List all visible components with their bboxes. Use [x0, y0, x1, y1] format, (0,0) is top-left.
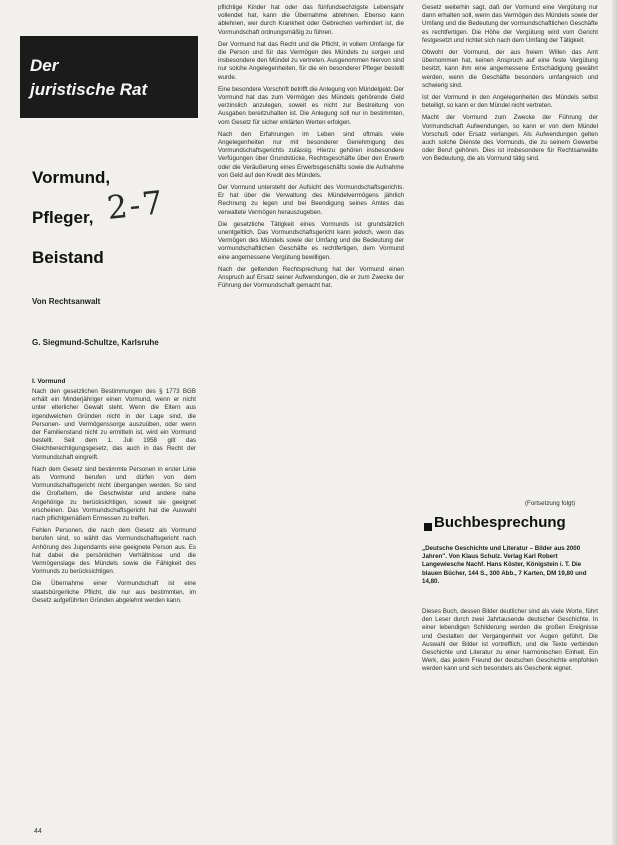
handwritten-annotation: 2-7 [105, 183, 167, 227]
paragraph: Ist der Vormund in den Angelegenheiten des Mündels selbst beteiligt, so kann er den Mündel nicht vertreten. [422, 94, 598, 110]
paragraph: Eine besondere Vorschrift betrifft die Anlegung von Mündelgeld. Der Vormund hat das zum Vermögen des Mündels gehörende Geld verzinslich anzulegen, soweit es nicht zur Bestreitung von Ausgaben bereitzuhalten ist. Die Anlegung soll nur in bestimmten, vom Gesetz für sicher erklärten Werten erfolgen. [218, 85, 404, 126]
paragraph: Obwohl der Vormund, der aus freiem Willen das Amt übernommen hat, keinen Anspruch auf eine feste Vergütung besitzt, kann ihm eine angemessene Entschädigung gewährt werden, wenn die Geschäfte besonders umfangreich und schwierig sind. [422, 49, 598, 89]
paragraph: Nach dem Gesetz sind bestimmte Personen in erster Linie als Vormund berufen und dürfen von dem Vormundschaftsgericht nicht übergangen werden. So sind die Großeltern, die Geschwister und andere nahe Angehörige zu berücksichtigen, soweit sie geeignet erscheinen. Das Vormundschaftsgericht hat die Auswahl nach pflichtgemäßem Ermessen zu treffen. [32, 465, 196, 523]
article-title-line2: Pfleger, [32, 208, 94, 227]
section-heading: I. Vormund [32, 378, 66, 385]
book-review-text [422, 608, 598, 816]
paragraph: Nach den gesetzlichen Bestimmungen des § 1773 BGB erhält ein Minderjähriger einen Vormund, wenn er nicht unter elterlicher Gewalt steht. Wenn die Eltern aus irgendwelchen Gründen nicht in der Lage sind, die Personen- und Vermögenssorge auszuüben, oder wenn der Familienstand nicht zu ermitteln ist, wird ein Vormund bestellt. Seit dem 1. Juli 1958 gilt das Gleichberechtigungsgesetz, das auch in das Recht der Vormundschaft eingreift. [32, 388, 196, 461]
paragraph: Macht der Vormund zum Zwecke der Führung der Vormundschaft Aufwendungen, so kann er von dem Mündel Vorschuß oder Ersatz verlangen. Als Aufwendungen gelten auch solche Dienste des Vormunds, die zu seinem Gewerbe oder Beruf gehören. Dies ist insbesondere für Rechtsanwälte von Bedeutung, die als Vormund tätig sind. [422, 114, 598, 163]
page-number: 44 [34, 828, 42, 835]
article-title-line1: Vormund, [32, 168, 111, 187]
paragraph: Gesetz weiterhin sagt, daß der Vormund eine Vergütung nur dann erhalten soll, wenn das Vermögen des Mündels sowie der Umfang und die Bedeutung der vormundschaftlichen Geschäfte es rechtfertigen. Die Höhe der Vergütung wird vom Gericht festgesetzt und richtet sich nach dem Umfang der Tätigkeit. [422, 4, 598, 44]
paragraph: Der Vormund untersteht der Aufsicht des Vormundschaftsgerichts. Er hat über die Verwaltung des Mündelvermögens jährlich Rechnung zu legen und bei Beendigung seines Amtes das verwaltete Vermögen herauszugeben. [218, 184, 404, 216]
book-review-heading-text: Buchbesprechung [434, 514, 566, 531]
paragraph: Die Übernahme einer Vormundschaft ist eine staatsbürgerliche Pflicht, die nur aus bestimmten, im Gesetz aufgeführten Gründen abgelehnt werden kann. [32, 580, 196, 604]
text-column-2 [218, 4, 404, 816]
book-reference: „Deutsche Geschichte und Literatur – Bilder aus 2000 Jahren". Von Klaus Schulz. Verlag Karl Robert Langewiesche Nachf. Hans Köster, Königstein i. T. Die blauen Bücher, 144 S., 300 Abb., 7 Karten, DM 19,80 und 14,80. [422, 545, 587, 585]
scan-edge-shadow [612, 0, 618, 845]
continuation-note: (Fortsetzung folgt) [525, 500, 576, 507]
byline-prefix: Von Rechtsanwalt [32, 297, 101, 306]
rubric-title-line2: juristische Rat [30, 80, 148, 99]
author-name: G. Siegmund-Schultze, Karlsruhe [32, 338, 159, 347]
paragraph: Fehlen Personen, die nach dem Gesetz als Vormund berufen sind, so wählt das Vormundschaftsgericht nach Anhörung des Jugendamts eine geeignete Person aus. Es hat dabei die persönlichen Verhältnisse und die Vermögenslage des Mündels sowie die Fähigkeit des Vormunds zu berücksichtigen. [32, 527, 196, 576]
paragraph: Der Vormund hat das Recht und die Pflicht, in vollem Umfange für die Person und für das Vermögen des Mündels zu sorgen und insbesondere den Mündel zu vertreten. Ausgenommen hiervon sind nur solche Angelegenheiten, für die ein besonderer Pfleger bestellt wurde. [218, 40, 404, 81]
rubric-title-line1: Der [30, 56, 59, 75]
paragraph: pflichtige Kinder hat oder das fünfundsechzigste Lebensjahr vollendet hat, kann die Übernahme ablehnen. Ebenso kann ablehnen, wer durch Krankheit oder Gebrechen verhindert ist, die Vormundschaft ordnungsmäßig zu führen. [218, 4, 404, 36]
text-column-1 [32, 388, 196, 816]
paragraph: Nach den Erfahrungen im Leben sind oftmals viele Angelegenheiten nur mit besonderer Genehmigung des Vormundschaftsgerichts zulässig. Hierzu gehören insbesondere Verfügungen über Grundstücke, Rechtsgeschäfte über den Erwerb oder die Veräußerung eines Erwerbsgeschäfts sowie die Aufnahme von Geld auf den Kredit des Mündels. [218, 130, 404, 179]
paragraph: Die gesetzliche Tätigkeit eines Vormunds ist grundsätzlich unentgeltlich. Das Vormundschaftsgericht kann jedoch, wenn das Vermögen des Mündels sowie der Umfang und die Bedeutung der vormundschaftlichen Geschäfte es rechtfertigen, dem Vormund eine angemessene Vergütung bewilligen. [218, 220, 404, 261]
text-column-3 [422, 4, 598, 499]
article-title-line3: Beistand [32, 248, 104, 267]
paragraph: Dieses Buch, dessen Bilder deutlicher sind als viele Worte, führt den Leser durch zwei Jahrtausende deutscher Geschichte. In einer lebendigen Schilderung werden die großen Ereignisse und Gestalten der Vergangenheit vor Augen geführt. Die Auswahl der Bilder ist vortrefflich, und die Texte verbinden Geschichte und Literatur zu einer harmonischen Einheit. Ein Werk, das jedem Freund der deutschen Geschichte empfohlen werden kann und sich besonders als Geschenk eignet. [422, 608, 598, 673]
book-review-heading [422, 514, 566, 532]
paragraph: Nach der geltenden Rechtsprechung hat der Vormund einen Anspruch auf Ersatz seiner Aufwendungen, die er zum Zwecke der Führung der Vormundschaft gemacht hat. [218, 265, 404, 290]
square-bullet-icon [424, 523, 432, 531]
rubric-banner [20, 36, 198, 118]
